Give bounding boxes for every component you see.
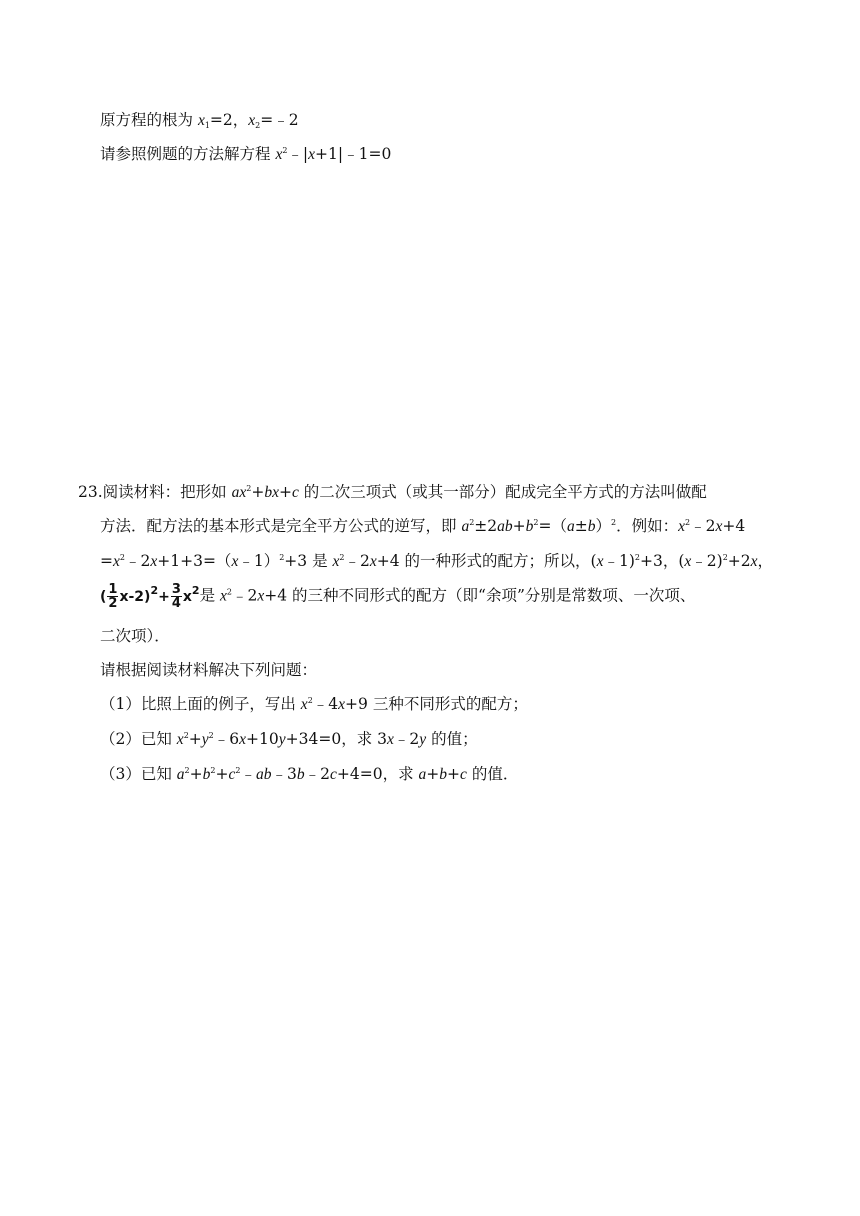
solve-task: 请参照例题的方法解方程 $x^2﹣|x+1|﹣1=0$ bbox=[100, 145, 392, 163]
problem-line-5: 二次项）． bbox=[100, 627, 170, 645]
problem-line-1: 23.阅读材料：把形如 $ax^2+bx+c$ 的二次三项式（或其一部分）配成完全平方式的方法叫做配 bbox=[78, 483, 707, 501]
question-1: （1）比照上面的例子，写出 $x^2﹣4x+9$ 三种不同形式的配方； bbox=[100, 695, 528, 713]
roots-statement: 原方程的根为 $x_1=2$，$x_2=﹣2$ bbox=[100, 111, 299, 130]
instruction: 请根据阅读材料解决下列问题： bbox=[100, 661, 318, 679]
problem-line-3: $=x^2﹣2x+1+3=(x﹣1)^2+3$ 是 $x^2﹣2x+4$ 的一种形式的配方；所以，(x﹣1)$^2$+3，(x﹣2)$^2$+2x， bbox=[100, 552, 774, 570]
fraction-three-quarters: $\frac{3}{4}$ bbox=[171, 582, 181, 611]
math-expression: ( $\frac{1}{2}$ x-2)$^2$+ $\frac{3}{4}$ $x^2$ bbox=[100, 582, 200, 611]
problem-line-4: ( $\frac{1}{2}$ x-2)$^2$+ $\frac{3}{4}$ $x^2$是 $x^2﹣2x+4$ 的三种不同形式的配方（即“余项”分别是常数项、一次项、 bbox=[100, 582, 696, 611]
fraction-one-half: $\frac{1}{2}$ bbox=[108, 582, 118, 611]
problem-line-2: 方法．配方法的基本形式是完全平方公式的逆写，即 $a^2\pm 2ab+b^2=(a\pm b)^2$．例如：$x^2﹣2x+4$ bbox=[100, 517, 746, 535]
question-2: （2）已知 $x^2+y^2﹣6x+10y+34=0$，求 3x﹣2y 的值； bbox=[100, 730, 478, 748]
question-3: （3）已知 $a^2+b^2+c^2﹣ab﹣3b﹣2c+4=0$，求 a+b+c 的值． bbox=[100, 765, 519, 783]
problem-number: 23. bbox=[78, 483, 103, 501]
